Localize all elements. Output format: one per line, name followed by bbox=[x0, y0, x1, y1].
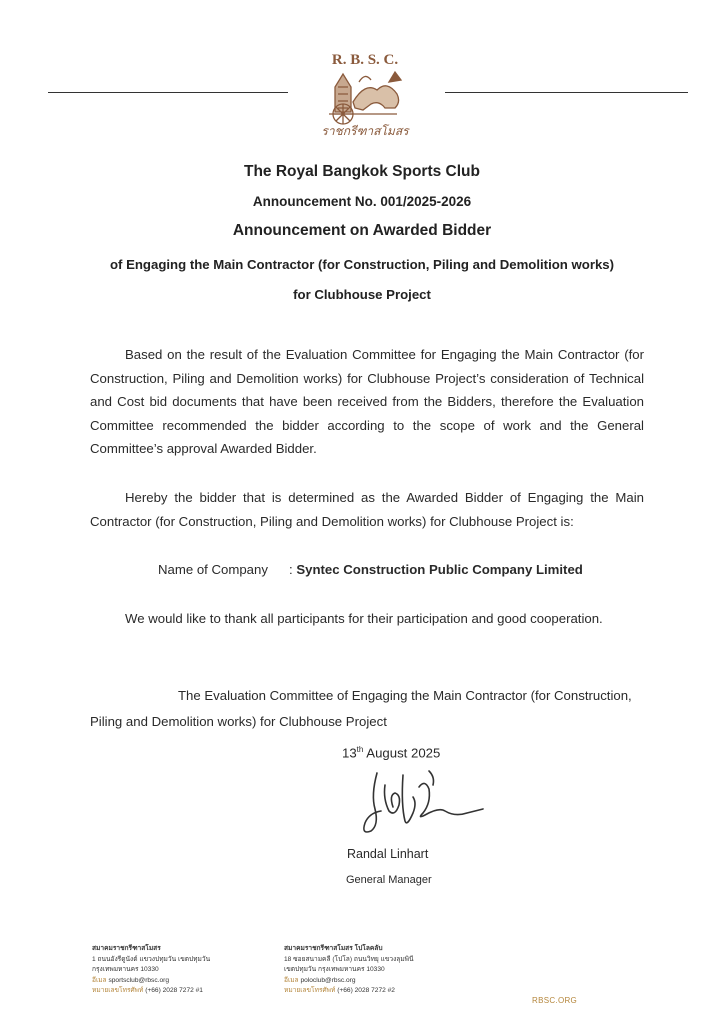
website-link[interactable]: RBSC.ORG bbox=[532, 996, 578, 1005]
company-separator: : bbox=[289, 562, 293, 577]
footer-address-right bbox=[284, 944, 414, 997]
rbsc-logo-emblem-icon bbox=[305, 42, 425, 142]
body-paragraph-1: Based on the result of the Evaluation Committee for Engaging the Main Contractor (for Construction, Piling and Demolition works) for Clubhouse Project’s consideration of Technical and Cost bid documents that have been received from the Bidders, therefore the Evaluation Committee recommended the bidder according to the scope of work and the General Committee’s approval Awarded Bidder. bbox=[90, 347, 644, 456]
date-rest: August 2025 bbox=[363, 745, 441, 761]
footer-right-line2: เขตปทุมวัน กรุงเทพมหานคร 10330 bbox=[284, 966, 385, 974]
footer-right-phone: (+66) 2028 7272 #2 bbox=[337, 987, 395, 995]
logo-letters: R. B. S. C. bbox=[331, 52, 399, 68]
signoff-date bbox=[342, 745, 440, 760]
footer-right-phone-label: หมายเลขโทรศัพท์ bbox=[284, 987, 336, 995]
rbsc-logo bbox=[305, 42, 425, 142]
header-rule-left bbox=[48, 92, 288, 93]
footer-left-email-row bbox=[92, 976, 210, 987]
footer-left-line2: กรุงเทพมหานคร 10330 bbox=[92, 966, 159, 974]
committee-line-2: Piling and Demolition works) for Clubhouse Project bbox=[90, 714, 387, 729]
footer-left-phone-row bbox=[92, 986, 210, 997]
announcement-subtitle-2: for Clubhouse Project bbox=[293, 287, 431, 302]
footer-right-title: สมาคมราชกรีฑาสโมสร โปโลคลับ bbox=[284, 945, 383, 952]
footer-left-email-label: อีเมล bbox=[92, 976, 107, 984]
company-row bbox=[289, 562, 583, 577]
footer-address-left bbox=[92, 944, 210, 997]
date-day: 13 bbox=[342, 745, 357, 761]
footer-right-email-label: อีเมล bbox=[284, 976, 299, 984]
footer-left-email[interactable]: sportsclub@rbsc.org bbox=[108, 976, 170, 984]
committee-line-1: The Evaluation Committee of Engaging the Main Contractor (for Construction, bbox=[178, 688, 632, 703]
company-label: Name of Company bbox=[158, 562, 268, 577]
announcement-title: Announcement on Awarded Bidder bbox=[232, 222, 492, 239]
header-rule-right bbox=[445, 92, 688, 93]
date-suffix: th bbox=[356, 745, 364, 754]
logo-thai-text: ราชกรีฑาสโมสร bbox=[321, 124, 409, 138]
signatory-name: Randal Linhart bbox=[347, 847, 429, 861]
company-name: Syntec Construction Public Company Limited bbox=[296, 562, 583, 577]
footer-right-email[interactable]: poloclub@rbsc.org bbox=[300, 976, 356, 984]
footer-right-email-row bbox=[284, 976, 414, 987]
body-paragraph-2: Hereby the bidder that is determined as the Awarded Bidder of Engaging the Main Contractor (for Construction, Piling and Demolition works) for Clubhouse Project is: bbox=[90, 490, 644, 529]
thanks-line: We would like to thank all participants for their participation and good cooperation. bbox=[125, 611, 603, 626]
footer-left-title: สมาคมราชกรีฑาสโมสร bbox=[92, 945, 161, 952]
footer-left-line1: 1 ถนนอังรีดูนังต์ แขวงปทุมวัน เขตปทุมวัน bbox=[92, 955, 211, 963]
announcement-number: Announcement No. 001/2025-2026 bbox=[252, 194, 472, 209]
club-name: The Royal Bangkok Sports Club bbox=[244, 163, 480, 180]
footer-left-phone-label: หมายเลขโทรศัพท์ bbox=[92, 987, 144, 995]
footer-left-phone: (+66) 2028 7272 #1 bbox=[145, 987, 203, 995]
signature-icon bbox=[355, 765, 495, 845]
signatory-position: General Manager bbox=[346, 874, 432, 886]
footer-right-line1: 18 ซอยสนามคลี (โปโล) ถนนวิทยุ แขวงลุมพินี bbox=[284, 955, 414, 963]
announcement-subtitle-1: of Engaging the Main Contractor (for Construction, Piling and Demolition works) bbox=[109, 257, 615, 272]
footer-right-phone-row bbox=[284, 986, 414, 997]
